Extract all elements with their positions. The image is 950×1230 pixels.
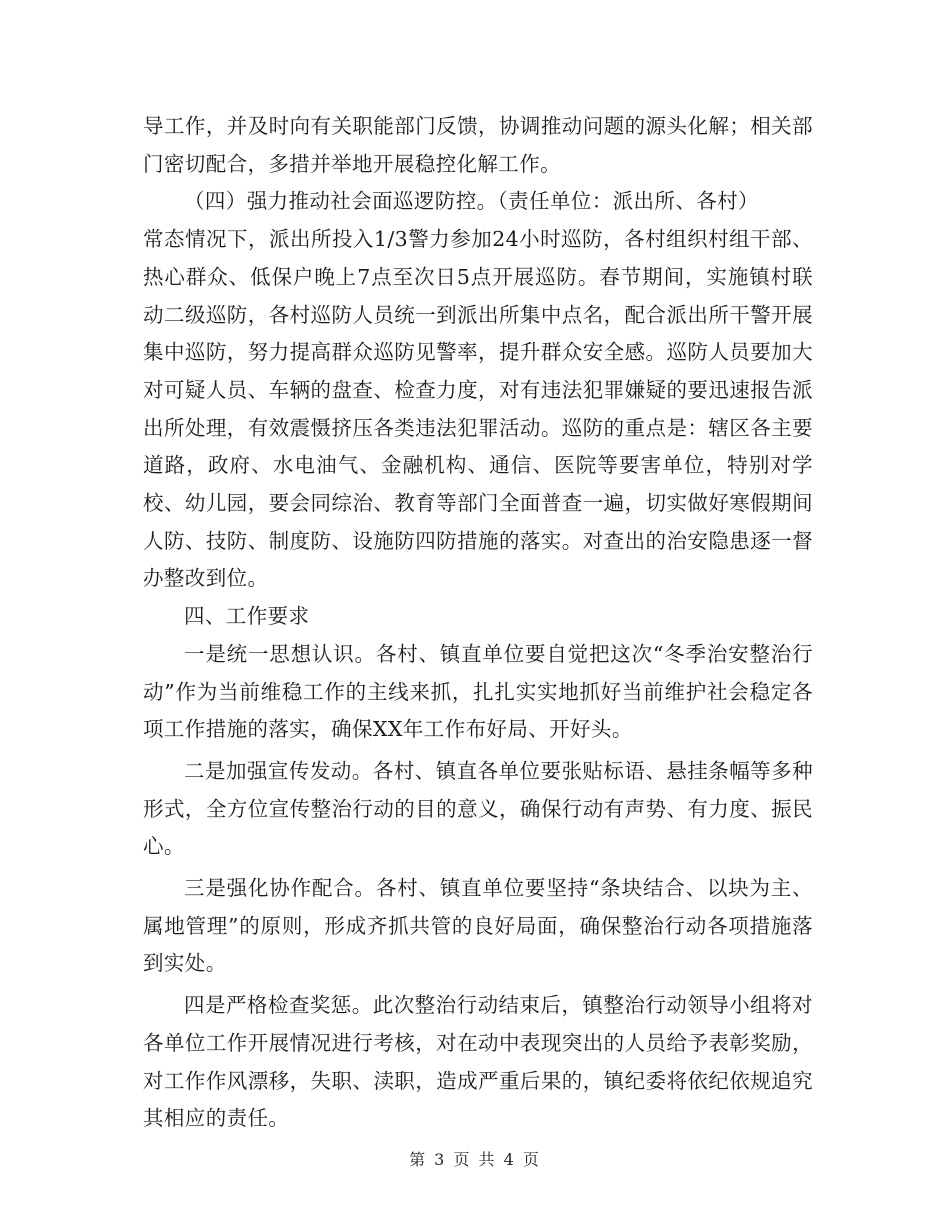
document-body bbox=[143, 108, 813, 1138]
section-heading-requirements: 四、工作要求 bbox=[184, 604, 310, 629]
paragraph-requirement-1: 一是统一思想认识。各村、镇直单位要自觉把这次“冬季治安整治行动”作为当前维稳工作的主线来抓，扎扎实实地抓好当前维护社会稳定各项工作措施的落实，确保XX年工作布好局、开好头。 bbox=[143, 641, 813, 742]
paragraph-requirement-3: 三是强化协作配合。各村、镇直单位要坚持“条块结合、以块为主、属地管理”的原则，形成齐抓共管的良好局面，确保整治行动各项措施落到实处。 bbox=[143, 876, 813, 976]
footer-suffix: 页 bbox=[522, 1150, 541, 1169]
page-footer bbox=[0, 1147, 950, 1170]
paragraph-patrol: 常态情况下，派出所投入1/3警力参加24小时巡防，各村组织村组干部、热心群众、低保户晚上7点至次日5点开展巡防。春节期间，实施镇村联动二级巡防，各村巡防人员统一到派出所集中点名，配合派出所干警开展集中巡防，努力提高群众巡防见警率，提升群众安全感。巡防人员要加大对可疑人员、车辆的盘查、检查力度，对有违法犯罪嫌疑的要迅速报告派出所处理，有效震慑挤压各类违法犯罪活动。巡防的重点是：辖区各主要道路，政府、水电油气、金融机构、通信、医院等要害单位，特别对学校、幼儿园，要会同综治、教育等部门全面普查一遍，切实做好寒假期间人防、技防、制度防、设施防四防措施的落实。对查出的治安隐患逐一督办整改到位。 bbox=[143, 227, 813, 591]
footer-prefix: 第 bbox=[409, 1150, 428, 1169]
footer-mid: 页 共 bbox=[453, 1150, 497, 1169]
paragraph-requirement-4: 四是严格检查奖惩。此次整治行动结束后，镇整治行动领导小组将对各单位工作开展情况进行考核，对在动中表现突出的人员给予表彰奖励，对工作作风漂移，失职、渎职，造成严重后果的，镇纪委将依纪依规追究其相应的责任。 bbox=[143, 993, 813, 1131]
paragraph-continuation: 导工作，并及时向有关职能部门反馈，协调推动问题的源头化解；相关部门密切配合，多措并举地开展稳控化解工作。 bbox=[143, 114, 813, 176]
footer-current-page: 3 bbox=[434, 1150, 447, 1169]
paragraph-requirement-2: 二是加强宣传发动。各村、镇直各单位要张贴标语、悬挂条幅等多种形式，全方位宣传整治行动的目的意义，确保行动有声势、有力度、振民心。 bbox=[143, 758, 813, 859]
section-heading-patrol: （四）强力推动社会面巡逻防控。（责任单位：派出所、各村） bbox=[184, 189, 759, 214]
footer-total-pages: 4 bbox=[503, 1150, 516, 1169]
